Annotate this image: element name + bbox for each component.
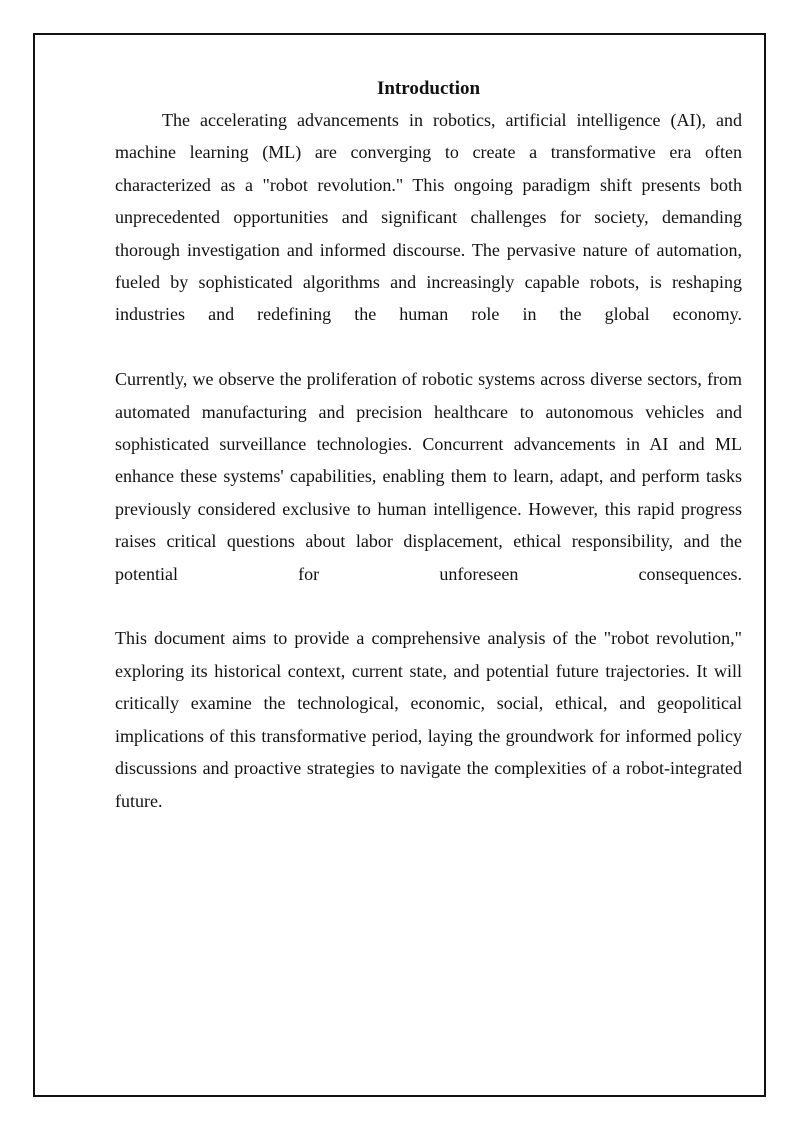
document-title: Introduction (376, 78, 481, 99)
document-body (115, 74, 742, 817)
intro-paragraph-1: The accelerating advancements in robotics, artificial intelligence (AI), and machine learning (ML) are converging to create a transformative era often characterized as a "robot revolution." This ongoing paradigm shift presents both unprecedented opportunities and significant challenges for society, demanding thorough investigation and informed discourse. The pervasive nature of automation, fueled by sophisticated algorithms and increasingly capable robots, is reshaping industries and redefining the human role in the global economy. (115, 110, 742, 325)
intro-paragraph-2: Currently, we observe the proliferation of robotic systems across diverse sectors, from automated manufacturing and precision healthcare to autonomous vehicles and sophisticated surveillance technologies. Concurrent advancements in AI and ML enhance these systems' capabilities, enabling them to learn, adapt, and perform tasks previously considered exclusive to human intelligence. However, this rapid progress raises critical questions about labor displacement, ethical responsibility, and the potential for unforeseen consequences. (115, 369, 742, 584)
intro-paragraph-3: This document aims to provide a comprehensive analysis of the "robot revolution," exploring its historical context, current state, and potential future trajectories. It will critically examine the technological, economic, social, ethical, and geopolitical implications of this transformative period, laying the groundwork for informed policy discussions and proactive strategies to navigate the complexities of a robot-integrated future. (115, 628, 742, 811)
